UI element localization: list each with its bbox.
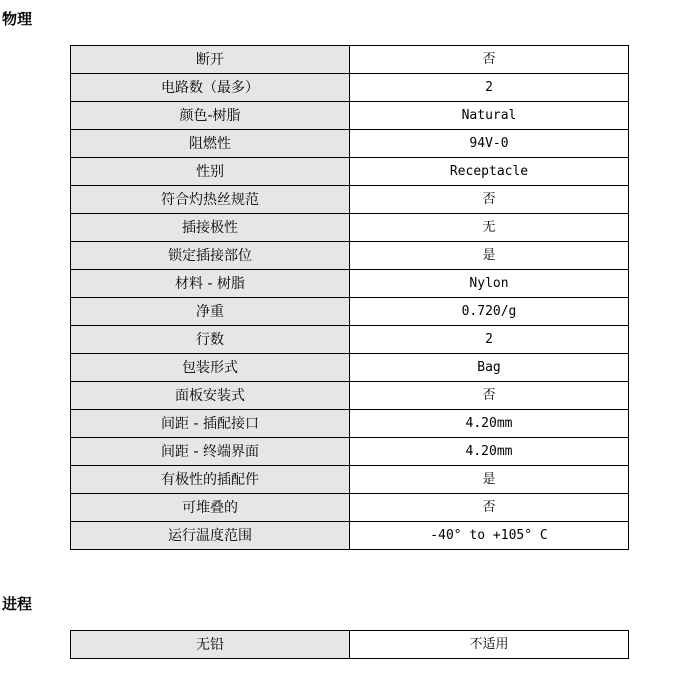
table-row: [71, 631, 629, 659]
spec-value: 4.20mm: [350, 410, 629, 438]
spec-value: Natural: [350, 102, 629, 130]
spec-label: 锁定插接部位: [71, 242, 350, 270]
spec-value: 无: [350, 214, 629, 242]
spec-value: Bag: [350, 354, 629, 382]
spec-label: 净重: [71, 298, 350, 326]
spec-value: 否: [350, 186, 629, 214]
table-row: [71, 186, 629, 214]
table-row: [71, 298, 629, 326]
table-row: [71, 158, 629, 186]
table-row: [71, 102, 629, 130]
spec-value: Receptacle: [350, 158, 629, 186]
spec-label: 颜色-树脂: [71, 102, 350, 130]
spec-label: 符合灼热丝规范: [71, 186, 350, 214]
spec-value: 否: [350, 494, 629, 522]
spec-label: 材料 - 树脂: [71, 270, 350, 298]
spec-label: 运行温度范围: [71, 522, 350, 550]
spec-label: 可堆叠的: [71, 494, 350, 522]
section-title-process: 进程: [2, 595, 33, 613]
spec-label: 包装形式: [71, 354, 350, 382]
physical-spec-table: [70, 45, 629, 550]
spec-label: 有极性的插配件: [71, 466, 350, 494]
table-row: [71, 130, 629, 158]
spec-value: 2: [350, 326, 629, 354]
spec-label: 无铅: [71, 631, 350, 659]
spec-label: 性别: [71, 158, 350, 186]
spec-label: 间距 - 插配接口: [71, 410, 350, 438]
spec-label: 电路数（最多）: [71, 74, 350, 102]
spec-value: 0.720/g: [350, 298, 629, 326]
spec-label: 面板安装式: [71, 382, 350, 410]
table-row: [71, 270, 629, 298]
spec-label: 插接极性: [71, 214, 350, 242]
process-spec-table-body: [71, 631, 629, 659]
spec-value: 是: [350, 242, 629, 270]
spec-value: 是: [350, 466, 629, 494]
spec-label: 阻燃性: [71, 130, 350, 158]
spec-label: 行数: [71, 326, 350, 354]
spec-label: 间距 - 终端界面: [71, 438, 350, 466]
table-row: [71, 242, 629, 270]
table-row: [71, 46, 629, 74]
spec-value: 94V-0: [350, 130, 629, 158]
table-row: [71, 74, 629, 102]
spec-value: Nylon: [350, 270, 629, 298]
spec-value: 不适用: [350, 631, 629, 659]
table-row: [71, 354, 629, 382]
table-row: [71, 214, 629, 242]
process-spec-table: [70, 630, 629, 659]
physical-spec-table-body: [71, 46, 629, 550]
spec-value: 否: [350, 46, 629, 74]
spec-label: 断开: [71, 46, 350, 74]
spec-value: -40° to +105° C: [350, 522, 629, 550]
table-row: [71, 326, 629, 354]
section-title-physical: 物理: [2, 10, 33, 28]
spec-value: 2: [350, 74, 629, 102]
spec-value: 4.20mm: [350, 438, 629, 466]
table-row: [71, 438, 629, 466]
table-row: [71, 494, 629, 522]
table-row: [71, 382, 629, 410]
spec-value: 否: [350, 382, 629, 410]
table-row: [71, 466, 629, 494]
table-row: [71, 410, 629, 438]
table-row: [71, 522, 629, 550]
